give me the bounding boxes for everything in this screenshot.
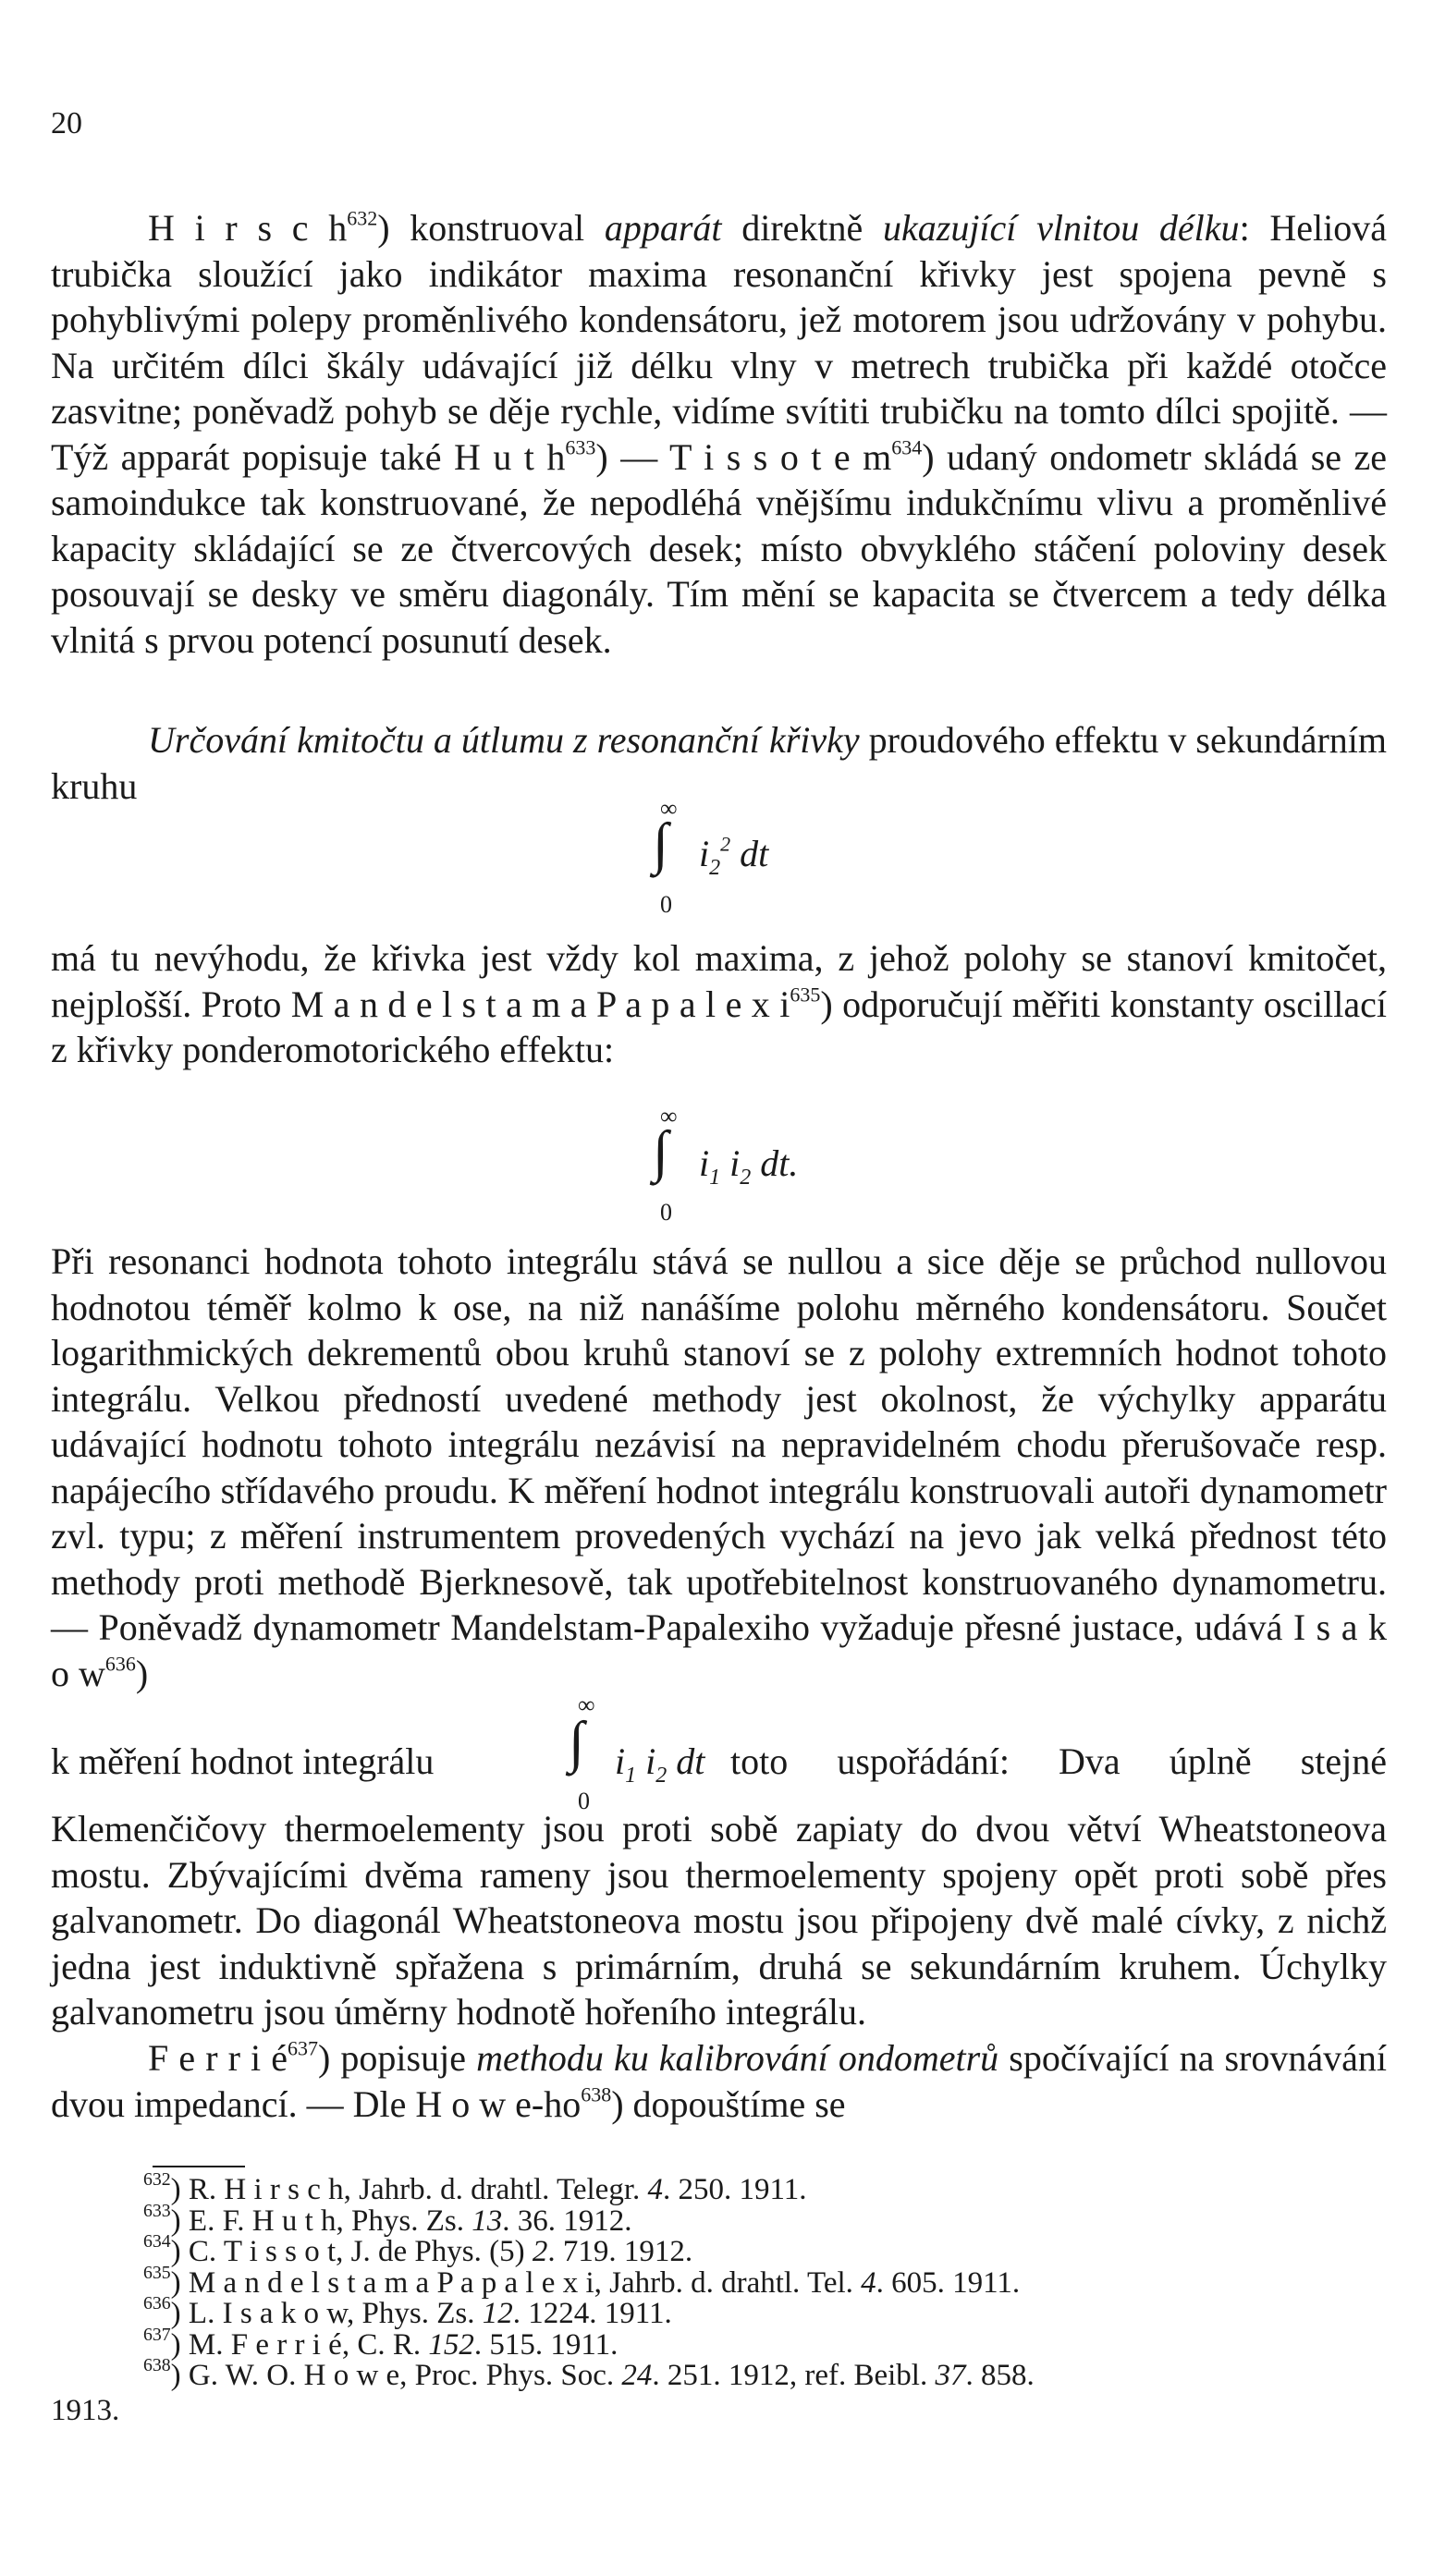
text: má tu nevýhodu, že křivka jest vždy kol maxima, z jehož polohy se stanoví kmitočet, nejplošší. Proto — [51, 937, 1387, 1025]
paragraph-text: Klemenčičovy thermoelementy jsou proti sobě zapiaty do dvou větví Wheatstoneova mostu. Zbývajícími dvěma rameny jsou thermoelementy spojeny opět proti sobě přes galvanometr. Do diagonál Wheatstoneova mostu jsou připojeny dvě malé cívky, z nichž jedna jest induktivně spřažena s primárním, druhá se sekundárním kruhem. Úchylky galvanometru jsou úměrny hodnotě hořeního integrálu. — [51, 1808, 1387, 2033]
integral-sign: ∫ — [569, 1711, 584, 1774]
footnotes — [143, 2169, 1387, 2392]
text: ) — — [595, 435, 669, 478]
paragraph-thermoelements — [51, 1806, 1387, 2035]
lower-limit: 0 — [578, 1788, 590, 1814]
paragraph-hirsch — [51, 205, 1387, 663]
exponent: 2 — [720, 832, 731, 856]
text: k měření hodnot integrálu — [51, 1740, 435, 1782]
footnote: $^{637}$) M. F e r r i é, C. R. 152. 515. 1911. — [143, 2324, 619, 2362]
footnote: $^{634}$) C. T i s s o t, J. de Phys. (5) 2. 719. 1912. — [143, 2231, 693, 2268]
author-name: F e r r i é — [148, 2037, 288, 2079]
text: : Heliová trubička sloužící jako indikátor maxima resonanční křivky jest spojena pevně s pohyblivými polepy proměnlivého kondensátoru, jež motorem jsou udržovány v pohybu. Na určitém dílci škály udávající již délku vlny v metrech trubička při každé otočce zasvitne; poněvadž pohyb se děje rychle, vidíme svítiti trubičku na tomto dílci spojitě. — Týž apparát popisuje také — [51, 207, 1388, 478]
emphasis: apparát — [604, 207, 722, 249]
subscript: 2 — [740, 1166, 752, 1190]
footnote-divider — [153, 2166, 245, 2167]
variable: i — [699, 1142, 710, 1184]
footnote-ref: 636 — [104, 1652, 136, 1675]
footnote-ref: 633 — [565, 435, 596, 458]
emphasis: methodu ku kalibrování ondometrů — [476, 2037, 999, 2079]
paragraph-text — [51, 935, 1387, 1073]
paragraph-mandelstam — [51, 935, 1387, 1073]
author-name: H i r s c h — [148, 207, 348, 249]
text: ) dopouštíme se — [611, 2082, 846, 2125]
upper-limit: ∞ — [660, 1103, 678, 1129]
integral-formula-2 — [647, 1103, 869, 1232]
text: ) — [135, 1652, 149, 1694]
author-name: M a n d e l s t a m — [290, 983, 561, 1025]
text: ) udaný ondometr skládá se ze samoindukce tak konstruované, že nepodléhá vnějšímu indukčnímu vlivu a proměnlivé kapacity skládající se ze čtvercových desek; místo obvyklého stáčení poloviny desek posouvají se desky ve směru diagonály. Tím mění se kapacita se čtvercem a tedy délka vlnitá s prvou potencí posunutí desek. — [51, 435, 1388, 661]
text: direktně — [721, 207, 883, 249]
text: spočívající na srovnávání dvou impedancí. — Dle — [51, 2037, 1387, 2125]
paragraph-text — [51, 1239, 1387, 1696]
variable: i — [615, 1740, 626, 1782]
differential: dt. — [751, 1142, 799, 1184]
subscript: 1 — [625, 1764, 637, 1788]
integral-sign: ∫ — [653, 812, 668, 875]
integral-formula-1 — [647, 795, 832, 924]
differential: dt — [730, 833, 769, 874]
footnote-ref: 637 — [288, 2036, 319, 2060]
footnote: $^{635}$) M a n d e l s t a m a P a p a l e x i, Jahrb. d. drahtl. Tel. 4. 605. 1911. — [143, 2262, 1021, 2300]
author-name: H o w e-ho — [415, 2082, 582, 2125]
footnote-continuation: 1913. — [51, 2394, 120, 2427]
footnote-ref: 632 — [347, 206, 378, 230]
text: ) popisuje — [318, 2037, 477, 2079]
text: ) odporučují měřiti konstanty oscillací z křivky ponderomotorického effektu: — [51, 983, 1388, 1070]
variable: i — [636, 1740, 656, 1782]
text: proudového effektu v sekundárním kruhu — [51, 719, 1387, 807]
footnote: $^{632}$) R. H i r s c h, Jahrb. d. drahtl. Telegr. 4. 250. 1911. — [143, 2169, 807, 2206]
subscript: 1 — [709, 1166, 721, 1190]
text: ) konstruoval — [377, 207, 605, 249]
subscript: 2 — [655, 1764, 668, 1788]
section-heading: Určování kmitočtu a útlumu z resonanční křivky — [148, 719, 860, 761]
author-name: I s a k o w — [51, 1606, 1388, 1694]
lower-limit: 0 — [660, 891, 672, 918]
paragraph-ferrie — [51, 2035, 1387, 2127]
paragraph-resonance — [51, 1239, 1387, 1696]
footnote-ref: 634 — [891, 435, 923, 458]
text: a — [560, 983, 597, 1025]
differential: dt — [667, 1740, 705, 1782]
paragraph-text — [51, 205, 1387, 663]
upper-limit: ∞ — [660, 795, 678, 822]
subscript: 2 — [709, 856, 721, 880]
footnote: $^{633}$) E. F. H u t h, Phys. Zs. 13. 36. 1912. — [143, 2200, 632, 2238]
paragraph-inline-integral — [51, 1691, 1387, 1821]
text: Při resonanci hodnota tohoto integrálu stává se nullou a sice děje se průchod nullovou hodnotou téměř kolmo k ose, na niž nanášíme polohu měrného kondensátoru. Součet logarithmických dekrementů obou kruhů stanoví se z polohy extremních hodnot tohoto integrálu. Velkou předností uvedené methody jest okolnost, že výchylky apparátu udávající hodnotu tohoto integrálu nezávisí na nepravidelném chodu přerušovače resp. napájecího střídavého proudu. K měření hodnot integrálu konstruovali autoři dynamometr zvl. typu; z měření instrumentem provedených vychází na jevo jak velká přednost této methody proti methodě Bjerknesově, tak upotřebitelnost konstruovaného dynamometru. — Poněvadž dynamometr Mandelstam-Papalexiho vyžaduje přesné justace, udává — [51, 1240, 1387, 1648]
variable: i — [699, 833, 710, 874]
page-number: 20 — [51, 106, 82, 140]
author-name: T i s s o t e m — [668, 435, 892, 478]
upper-limit: ∞ — [578, 1691, 595, 1718]
variable: i — [720, 1142, 741, 1184]
integral-sign: ∫ — [653, 1120, 668, 1183]
footnote: $^{638}$) G. W. O. H o w e, Proc. Phys. Soc. 24. 251. 1912, ref. Beibl. 37. 858. — [143, 2355, 1035, 2392]
emphasis: ukazující vlnitou délku — [883, 207, 1240, 249]
author-name: H u t h — [453, 435, 566, 478]
footnote-ref: 638 — [581, 2082, 612, 2106]
author-name: P a p a l e x i — [596, 983, 790, 1025]
footnote: $^{636}$) L. I s a k o w, Phys. Zs. 12. 1224. 1911. — [143, 2293, 672, 2330]
text: toto uspořádání: Dva úplně stejné — [730, 1740, 1387, 1782]
footnote-ref: 635 — [790, 983, 821, 1006]
paragraph-text — [51, 2035, 1387, 2127]
lower-limit: 0 — [660, 1199, 672, 1226]
